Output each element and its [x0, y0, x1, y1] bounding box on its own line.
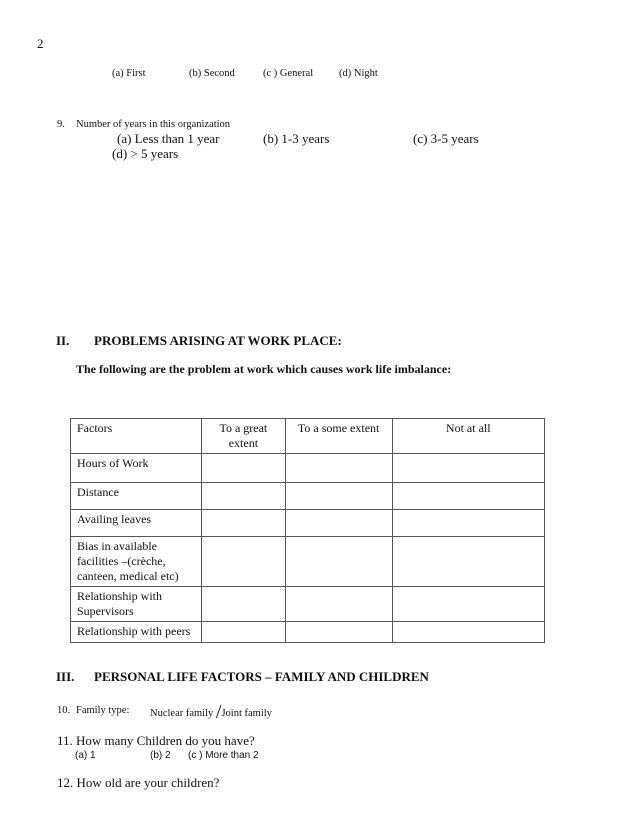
- q9-question: Number of years in this organization: [76, 119, 231, 130]
- row-label-peers: Relationship with peers: [71, 622, 202, 643]
- q10-option-nuclear: Nuclear family: [150, 708, 214, 719]
- q10-label: Family type:: [76, 705, 130, 716]
- q10-number: 10.: [57, 705, 71, 716]
- row-label-supervisors: Relationship with Supervisors: [71, 587, 202, 622]
- cell-not-at-all[interactable]: [392, 622, 545, 643]
- cell-not-at-all[interactable]: [392, 483, 545, 510]
- cell-great-extent[interactable]: [201, 483, 285, 510]
- section-3-numeral: III.: [56, 669, 75, 684]
- cell-not-at-all[interactable]: [392, 454, 545, 483]
- cell-great-extent[interactable]: [201, 454, 285, 483]
- q10-separator: /: [215, 701, 222, 723]
- cell-great-extent[interactable]: [201, 587, 285, 622]
- q11-option-b: (b) 2: [150, 750, 171, 761]
- cell-some-extent[interactable]: [285, 622, 392, 643]
- section-2-subtitle: The following are the problem at work which causes work life imbalance:: [76, 362, 452, 376]
- cell-some-extent[interactable]: [285, 537, 392, 587]
- shift-option-second: (b) Second: [189, 68, 235, 79]
- cell-some-extent[interactable]: [285, 483, 392, 510]
- q11-option-c: (c ) More than 2: [188, 750, 259, 761]
- section-2-numeral: II.: [56, 333, 70, 348]
- cell-not-at-all[interactable]: [392, 537, 545, 587]
- q9-number: 9.: [57, 119, 65, 130]
- table-row: [71, 537, 545, 587]
- row-label-bias: Bias in available facilities –(crèche, canteen, medical etc): [71, 537, 202, 587]
- q11-question: 11. How many Children do you have?: [57, 733, 255, 748]
- table-row: [71, 454, 545, 483]
- q10-options: [150, 701, 272, 723]
- table-row: [71, 622, 545, 643]
- table-row: [71, 483, 545, 510]
- q10-option-joint: Joint family: [221, 708, 272, 719]
- q9-option-c: (c) 3-5 years: [413, 131, 479, 146]
- cell-great-extent[interactable]: [201, 537, 285, 587]
- row-label-distance: Distance: [71, 483, 202, 510]
- shift-option-night: (d) Night: [339, 68, 378, 79]
- section-2-heading: PROBLEMS ARISING AT WORK PLACE:: [94, 333, 342, 348]
- row-label-leaves: Availing leaves: [71, 510, 202, 537]
- cell-not-at-all[interactable]: [392, 587, 545, 622]
- row-label-hours: Hours of Work: [71, 454, 202, 483]
- q11-option-a: (a) 1: [75, 750, 96, 761]
- shift-option-first: (a) First: [112, 68, 146, 79]
- header-factors: Factors: [71, 419, 202, 454]
- cell-great-extent[interactable]: [201, 510, 285, 537]
- q9-option-b: (b) 1-3 years: [263, 131, 330, 146]
- work-problems-table: [70, 418, 545, 643]
- cell-great-extent[interactable]: [201, 622, 285, 643]
- q12-question: 12. How old are your children?: [57, 775, 220, 790]
- cell-some-extent[interactable]: [285, 510, 392, 537]
- cell-not-at-all[interactable]: [392, 510, 545, 537]
- header-not-at-all: Not at all: [392, 419, 545, 454]
- section-3-heading: PERSONAL LIFE FACTORS – FAMILY AND CHILDREN: [94, 669, 429, 684]
- cell-some-extent[interactable]: [285, 587, 392, 622]
- cell-some-extent[interactable]: [285, 454, 392, 483]
- table-header-row: [71, 419, 545, 454]
- header-great-extent: To a great extent: [201, 419, 285, 454]
- q9-option-d: (d) > 5 years: [112, 146, 179, 161]
- page-number: 2: [37, 36, 44, 51]
- q9-option-a: (a) Less than 1 year: [117, 131, 220, 146]
- header-some-extent: To a some extent: [285, 419, 392, 454]
- table-row: [71, 587, 545, 622]
- shift-option-general: (c ) General: [263, 68, 314, 79]
- table-row: [71, 510, 545, 537]
